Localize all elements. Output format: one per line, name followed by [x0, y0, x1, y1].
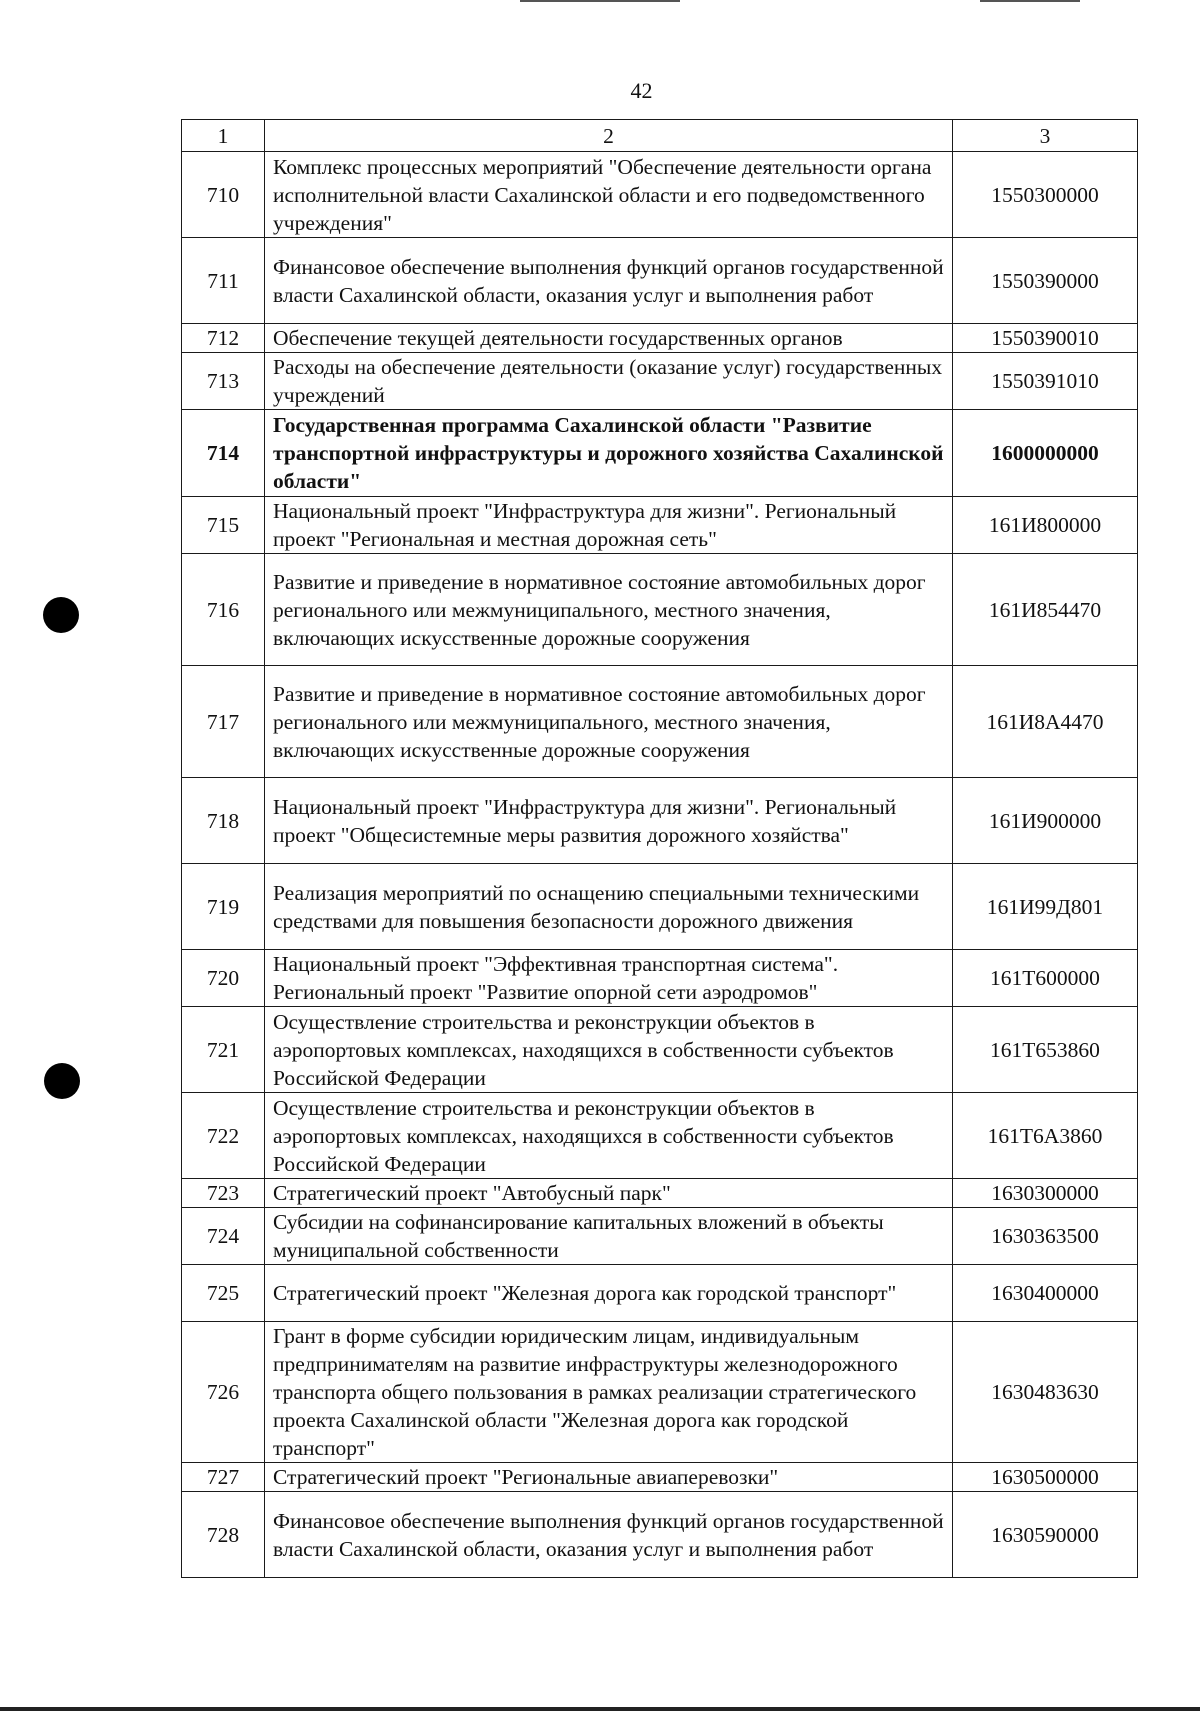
row-code: 161И800000: [953, 497, 1138, 554]
row-code: 161И99Д801: [953, 864, 1138, 950]
table-row: [182, 1007, 1138, 1093]
row-code: 1630500000: [953, 1463, 1138, 1492]
column-number-row: [182, 120, 1138, 152]
row-code: 1630363500: [953, 1208, 1138, 1265]
row-code: 1550390010: [953, 324, 1138, 353]
row-number: 724: [182, 1208, 265, 1265]
table-row: [182, 554, 1138, 666]
row-code: 1630400000: [953, 1265, 1138, 1322]
row-description: Осуществление строительства и реконструкции объектов в аэропортовых комплексах, находящихся в собственности субъектов Российской Федерации: [265, 1093, 953, 1179]
row-number: 726: [182, 1322, 265, 1463]
row-code: 161Т600000: [953, 950, 1138, 1007]
table-row: [182, 1492, 1138, 1578]
table-row: [182, 1463, 1138, 1492]
table-row: [182, 353, 1138, 410]
top-scan-mark-left: [520, 0, 680, 2]
table-row: [182, 238, 1138, 324]
row-description: Стратегический проект "Железная дорога как городской транспорт": [265, 1265, 953, 1322]
row-description: Государственная программа Сахалинской области "Развитие транспортной инфраструктуры и дорожного хозяйства Сахалинской области": [265, 410, 953, 497]
table-row: [182, 324, 1138, 353]
row-number: 728: [182, 1492, 265, 1578]
row-number: 717: [182, 666, 265, 778]
row-code: 1550300000: [953, 152, 1138, 238]
row-code: 1550390000: [953, 238, 1138, 324]
row-description: Национальный проект "Инфраструктура для жизни". Региональный проект "Общесистемные меры развития дорожного хозяйства": [265, 778, 953, 864]
row-code: 161И854470: [953, 554, 1138, 666]
row-number: 719: [182, 864, 265, 950]
row-number: 710: [182, 152, 265, 238]
table-row: [182, 950, 1138, 1007]
row-description: Комплекс процессных мероприятий "Обеспечение деятельности органа исполнительной власти Сахалинской области и его подведомственного учреждения": [265, 152, 953, 238]
row-code: 1630300000: [953, 1179, 1138, 1208]
bottom-page-edge: [0, 1707, 1200, 1711]
row-number: 711: [182, 238, 265, 324]
row-number: 715: [182, 497, 265, 554]
row-number: 722: [182, 1093, 265, 1179]
row-description: Финансовое обеспечение выполнения функций органов государственной власти Сахалинской области, оказания услуг и выполнения работ: [265, 1492, 953, 1578]
code-table: [181, 119, 1138, 1578]
column-header-3: 3: [953, 120, 1138, 152]
row-description: Стратегический проект "Региональные авиаперевозки": [265, 1463, 953, 1492]
row-description: Национальный проект "Эффективная транспортная система". Региональный проект "Развитие опорной сети аэродромов": [265, 950, 953, 1007]
table-row: [182, 778, 1138, 864]
row-description: Реализация мероприятий по оснащению специальными техническими средствами для повышения безопасности дорожного движения: [265, 864, 953, 950]
row-description: Субсидии на софинансирование капитальных вложений в объекты муниципальной собственности: [265, 1208, 953, 1265]
row-number: 716: [182, 554, 265, 666]
row-code: 1630483630: [953, 1322, 1138, 1463]
row-number: 721: [182, 1007, 265, 1093]
row-number: 714: [182, 410, 265, 497]
top-scan-mark-right: [980, 0, 1080, 2]
row-description: Грант в форме субсидии юридическим лицам, индивидуальным предпринимателям на развитие инфраструктуры железнодорожного транспорта общего пользования в рамках реализации стратегического проекта Сахалинской области "Железная дорога как городской транспорт": [265, 1322, 953, 1463]
punch-hole-lower: [44, 1063, 80, 1099]
row-number: 713: [182, 353, 265, 410]
row-code: 161И8А4470: [953, 666, 1138, 778]
row-code: 161Т653860: [953, 1007, 1138, 1093]
row-code: 161И900000: [953, 778, 1138, 864]
row-code: 1550391010: [953, 353, 1138, 410]
row-description: Обеспечение текущей деятельности государственных органов: [265, 324, 953, 353]
row-number: 712: [182, 324, 265, 353]
row-description: Осуществление строительства и реконструкции объектов в аэропортовых комплексах, находящихся в собственности субъектов Российской Федерации: [265, 1007, 953, 1093]
table-row: [182, 1208, 1138, 1265]
table-row: [182, 864, 1138, 950]
table-row: [182, 1265, 1138, 1322]
table-row: [182, 1179, 1138, 1208]
table-body: [182, 152, 1138, 1578]
page-number: 42: [630, 78, 653, 103]
row-code: 1630590000: [953, 1492, 1138, 1578]
row-description: Стратегический проект "Автобусный парк": [265, 1179, 953, 1208]
table-row: [182, 152, 1138, 238]
row-number: 718: [182, 778, 265, 864]
row-description: Развитие и приведение в нормативное состояние автомобильных дорог регионального или межмуниципального, местного значения, включающих искусственные дорожные сооружения: [265, 554, 953, 666]
row-description: Расходы на обеспечение деятельности (оказание услуг) государственных учреждений: [265, 353, 953, 410]
row-description: Развитие и приведение в нормативное состояние автомобильных дорог регионального или межмуниципального, местного значения, включающих искусственные дорожные сооружения: [265, 666, 953, 778]
table-row: [182, 1322, 1138, 1463]
row-number: 723: [182, 1179, 265, 1208]
table-row: [182, 410, 1138, 497]
row-code: 161Т6А3860: [953, 1093, 1138, 1179]
row-number: 727: [182, 1463, 265, 1492]
row-code: 1600000000: [953, 410, 1138, 497]
table-row: [182, 666, 1138, 778]
table-row: [182, 497, 1138, 554]
column-header-2: 2: [265, 120, 953, 152]
table-row: [182, 1093, 1138, 1179]
row-description: Национальный проект "Инфраструктура для жизни". Региональный проект "Региональная и местная дорожная сеть": [265, 497, 953, 554]
row-number: 720: [182, 950, 265, 1007]
column-header-1: 1: [182, 120, 265, 152]
punch-hole-upper: [43, 597, 79, 633]
row-number: 725: [182, 1265, 265, 1322]
row-description: Финансовое обеспечение выполнения функций органов государственной власти Сахалинской области, оказания услуг и выполнения работ: [265, 238, 953, 324]
